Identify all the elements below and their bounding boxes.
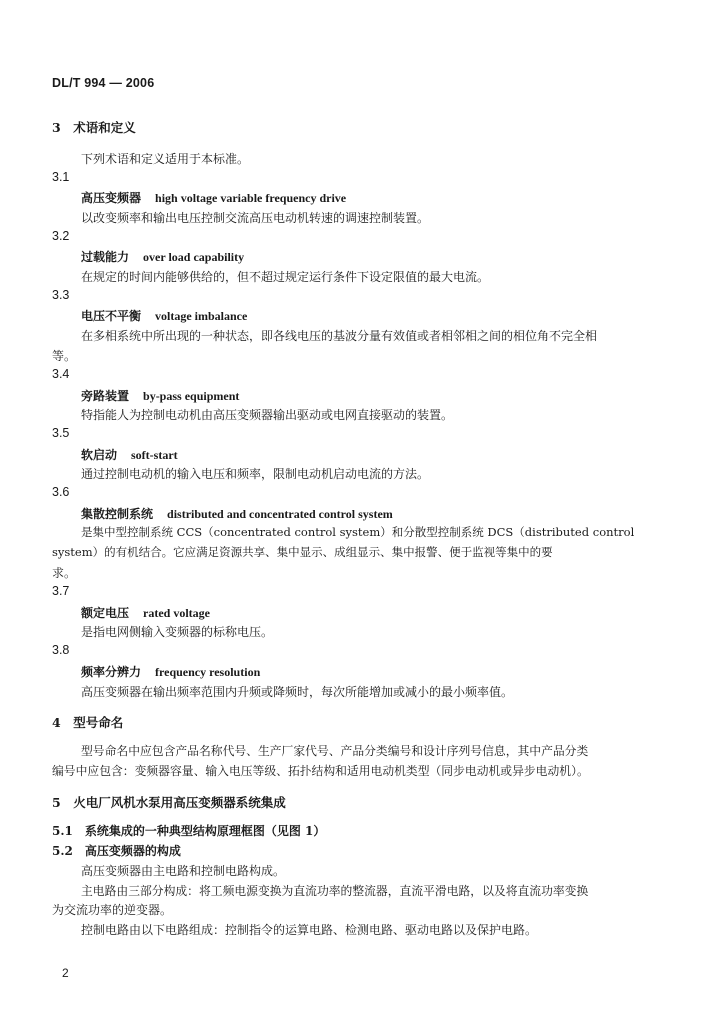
term-definition: 特指能人为控制电动机由高压变频器输出驱动或电网直接驱动的装置。 (81, 408, 454, 422)
section-5-2-paragraph: 控制电路由以下电路组成：控制指令的运算电路、检测电路、驱动电路以及保护电路。 (81, 923, 538, 937)
term-definition: 在规定的时间内能够供给的，但不超过规定运行条件下设定限值的最大电流。 (81, 270, 490, 284)
term-en: frequency resolution (155, 665, 261, 679)
section-3-heading: 3 术语和定义 (52, 120, 136, 135)
term-zh: 电压不平衡 (81, 309, 142, 323)
term-title (81, 387, 239, 404)
term-en: soft-start (131, 448, 178, 462)
term-definition: 是指电网侧输入变频器的标称电压。 (81, 625, 274, 639)
term-number: 3.8 (52, 643, 70, 657)
page-number: 2 (62, 966, 69, 980)
section-5-heading: 5 火电厂风机水泵用高压变频器系统集成 (52, 795, 286, 810)
term-number: 3.7 (52, 584, 70, 598)
section-5-1-heading: 5.1 系统集成的一种典型结构原理框图（见图 1） (52, 824, 326, 838)
section-3-intro: 下列术语和定义适用于本标准。 (81, 152, 250, 166)
term-number: 3.4 (52, 367, 70, 381)
term-title (81, 189, 346, 206)
term-number: 3.2 (52, 229, 70, 243)
section-5-2-heading: 5.2 高压变频器的构成 (52, 844, 181, 858)
section-4-paragraph-line: 编号中应包含：变频器容量、输入电压等级、拓扑结构和适用电动机类型（同步电动机或异步电动机）。 (52, 764, 589, 778)
term-en: voltage imbalance (155, 309, 248, 323)
section-5-2-paragraph: 高压变频器由主电路和控制电路构成。 (81, 864, 286, 878)
term-definition: 以改变频率和输出电压控制交流高压电动机转速的调速控制装置。 (81, 211, 430, 225)
term-number: 3.3 (52, 288, 70, 302)
term-en: high voltage variable frequency drive (155, 191, 347, 205)
term-zh: 高压变频器 (81, 191, 142, 205)
term-zh: 旁路装置 (81, 389, 130, 403)
term-definition-line: 求。 (52, 566, 77, 580)
term-title (81, 663, 260, 680)
section-4-heading: 4 型号命名 (52, 715, 124, 730)
term-en: distributed and concentrated control system (167, 507, 393, 521)
term-en: by-pass equipment (143, 389, 240, 403)
term-definition-line: 在多相系统中所出现的一种状态，即各线电压的基波分量有效值或者相邻相之间的相位角不完全相 (81, 329, 598, 343)
term-title (81, 604, 210, 621)
section-5-2-paragraph-line: 为交流功率的逆变器。 (52, 903, 173, 917)
term-number: 3.5 (52, 426, 70, 440)
term-zh: 过载能力 (81, 250, 130, 264)
term-zh: 额定电压 (81, 606, 130, 620)
term-zh: 集散控制系统 (81, 507, 154, 521)
term-definition-line: 是集中型控制系统 CCS（concentrated control system）和分散型控制系统 DCS（distributed control (81, 525, 635, 539)
standard-code: DL/T 994 — 2006 (52, 76, 155, 90)
term-en: rated voltage (143, 606, 210, 620)
section-5-2-paragraph-line: 主电路由三部分构成：将工频电源变换为直流功率的整流器，直流平滑电路，以及将直流功率变换 (81, 884, 589, 898)
term-title (81, 446, 178, 463)
term-zh: 软启动 (81, 448, 118, 462)
term-zh: 频率分辨力 (81, 665, 142, 679)
term-definition: 通过控制电动机的输入电压和频率，限制电动机启动电流的方法。 (81, 467, 430, 481)
term-title (81, 505, 393, 522)
term-number: 3.6 (52, 485, 70, 499)
term-definition: 高压变频器在输出频率范围内升频或降频时，每次所能增加或减小的最小频率值。 (81, 685, 514, 699)
term-number: 3.1 (52, 170, 70, 184)
term-definition-line: system）的有机结合。它应满足资源共享、集中显示、成组显示、集中报警、便于监视等集中的要 (52, 545, 553, 559)
term-title (81, 248, 244, 265)
term-en: over load capability (143, 250, 245, 264)
section-4-paragraph-line: 型号命名中应包含产品名称代号、生产厂家代号、产品分类编号和设计序列号信息，其中产品分类 (81, 744, 589, 758)
term-definition-line: 等。 (52, 349, 77, 363)
term-title (81, 307, 247, 324)
